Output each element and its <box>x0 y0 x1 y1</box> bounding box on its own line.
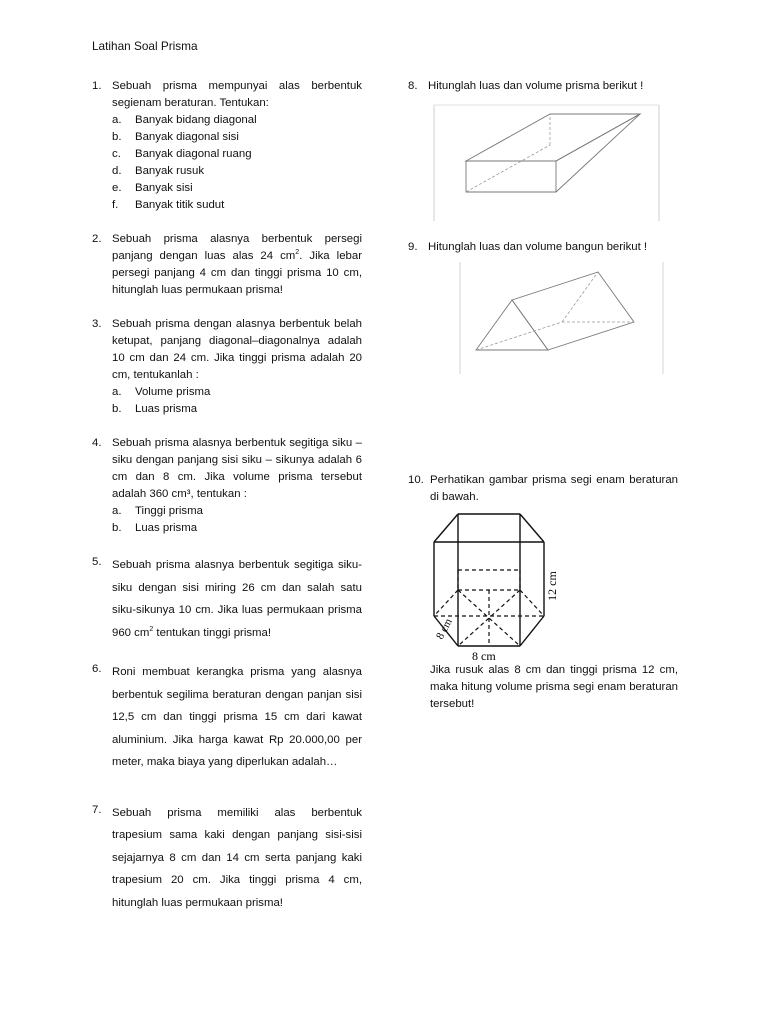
question-6 <box>92 661 362 774</box>
question-3 <box>92 316 362 418</box>
option-text: Luas prisma <box>135 403 198 415</box>
question-number: 9. <box>408 241 418 253</box>
option-item <box>112 384 362 401</box>
question-10 <box>408 472 678 506</box>
height-label: 12 cm <box>545 571 559 601</box>
option-item <box>112 180 362 197</box>
option-label: d. <box>112 165 122 177</box>
option-label: f. <box>112 199 119 211</box>
option-text: Tinggi prisma <box>135 505 203 517</box>
question-number: 8. <box>408 80 418 92</box>
option-label: a. <box>112 505 122 517</box>
triangular-prism-figure-1 <box>432 103 672 223</box>
option-list <box>112 112 362 214</box>
option-label: b. <box>112 403 122 415</box>
question-number: 5. <box>92 556 102 568</box>
option-label: b. <box>112 522 122 534</box>
document-title: Latihan Soal Prisma <box>92 39 198 53</box>
question-number: 2. <box>92 233 102 245</box>
question-number: 10. <box>408 474 424 486</box>
question-text-part: tentukan tinggi prisma! <box>153 626 272 639</box>
question-5 <box>92 554 362 644</box>
question-4 <box>92 435 362 537</box>
question-text: Sebuah prisma mempunyai alas berbentuk segienam beraturan. Tentukan: <box>112 80 362 109</box>
option-text: Banyak titik sudut <box>135 199 225 211</box>
question-2 <box>92 231 362 299</box>
question-10-continued <box>408 662 678 713</box>
option-item <box>112 520 362 537</box>
option-text: Banyak rusuk <box>135 165 205 177</box>
option-item <box>112 146 362 163</box>
question-number: 6. <box>92 663 102 675</box>
question-text-part: . Jika lebar persegi panjang 4 cm dan tinggi prisma 10 cm, hitunglah luas permukaan prisma! <box>112 250 362 296</box>
question-7 <box>92 802 362 915</box>
question-text: Jika rusuk alas 8 cm dan tinggi prisma 12 cm, maka hitung volume prisma segi enam beraturan tersebut! <box>430 664 678 710</box>
question-text: Roni membuat kerangka prisma yang alasnya berbentuk segilima beraturan dengan panjan sisi 12,5 cm dan tinggi prisma 15 cm dari kawat aluminium. Jika harga kawat Rp 20.000,00 per meter, maka biaya yang diperlukan adalah… <box>112 666 362 768</box>
question-number: 3. <box>92 318 102 330</box>
question-text: Sebuah prisma dengan alasnya berbentuk belah ketupat, panjang diagonal–diagonalnya adalah 10 cm dan 24 cm. Jika tinggi prisma adalah 20 cm, tentukanlah : <box>112 318 362 381</box>
superscript: 2 <box>149 625 154 633</box>
question-text-part: Sebuah prisma alasnya berbentuk persegi panjang dengan luas alas 24 cm <box>112 233 362 262</box>
option-text: Banyak bidang diagonal <box>135 114 257 126</box>
option-item <box>112 503 362 520</box>
question-text: Sebuah prisma alasnya berbentuk segitiga siku – siku dengan panjang sisi siku – sikunya adalah 6 cm dan 8 cm. Jika volume prisma tersebut adalah 360 cm³, tentukan : <box>112 437 362 500</box>
option-text: Banyak sisi <box>135 182 193 194</box>
question-text: Sebuah prisma memiliki alas berbentuk trapesium sama kaki dengan panjang sisi-sisi sejajarnya 8 cm dan 14 cm serta panjang kaki trapesium 20 cm. Jika tinggi prisma 4 cm, hitunglah luas permukaan prisma! <box>112 806 362 909</box>
question-number: 4. <box>92 437 102 449</box>
option-text: Volume prisma <box>135 386 211 398</box>
question-text: Perhatikan gambar prisma segi enam beraturan di bawah. <box>430 474 678 503</box>
hexagonal-prism-figure <box>428 510 578 662</box>
indent <box>408 662 430 713</box>
option-text: Banyak diagonal sisi <box>135 131 239 143</box>
option-label: e. <box>112 182 122 194</box>
question-9 <box>408 239 678 256</box>
option-item <box>112 401 362 418</box>
option-label: b. <box>112 131 122 143</box>
superscript: 2 <box>295 249 300 257</box>
left-column <box>92 78 362 931</box>
question-8 <box>408 78 678 95</box>
option-label: a. <box>112 114 122 126</box>
question-text: Hitunglah luas dan volume prisma berikut ! <box>428 80 644 92</box>
option-item <box>112 129 362 146</box>
question-text-part: Sebuah prisma alasnya berbentuk segitiga siku-siku dengan sisi miring 26 cm dan salah satu siku-sikunya 10 cm. Jika luas permukaan prisma 960 cm <box>112 559 362 639</box>
option-item <box>112 112 362 129</box>
option-item <box>112 163 362 180</box>
option-label: a. <box>112 386 122 398</box>
right-column <box>408 78 678 730</box>
spacer <box>408 376 678 472</box>
question-text <box>112 554 362 644</box>
option-list <box>112 503 362 537</box>
option-item <box>112 197 362 214</box>
option-text: Luas prisma <box>135 522 198 534</box>
question-text: Hitunglah luas dan volume bangun berikut ! <box>428 241 648 253</box>
question-text <box>112 231 362 299</box>
option-list <box>112 384 362 418</box>
option-label: c. <box>112 148 121 160</box>
side-edge-label: 8 cm <box>434 616 455 642</box>
base-edge-label: 8 cm <box>472 649 496 662</box>
triangular-prism-figure-2 <box>458 260 668 376</box>
option-text: Banyak diagonal ruang <box>135 148 252 160</box>
question-1 <box>92 78 362 214</box>
question-number: 1. <box>92 80 102 92</box>
question-number: 7. <box>92 803 102 816</box>
